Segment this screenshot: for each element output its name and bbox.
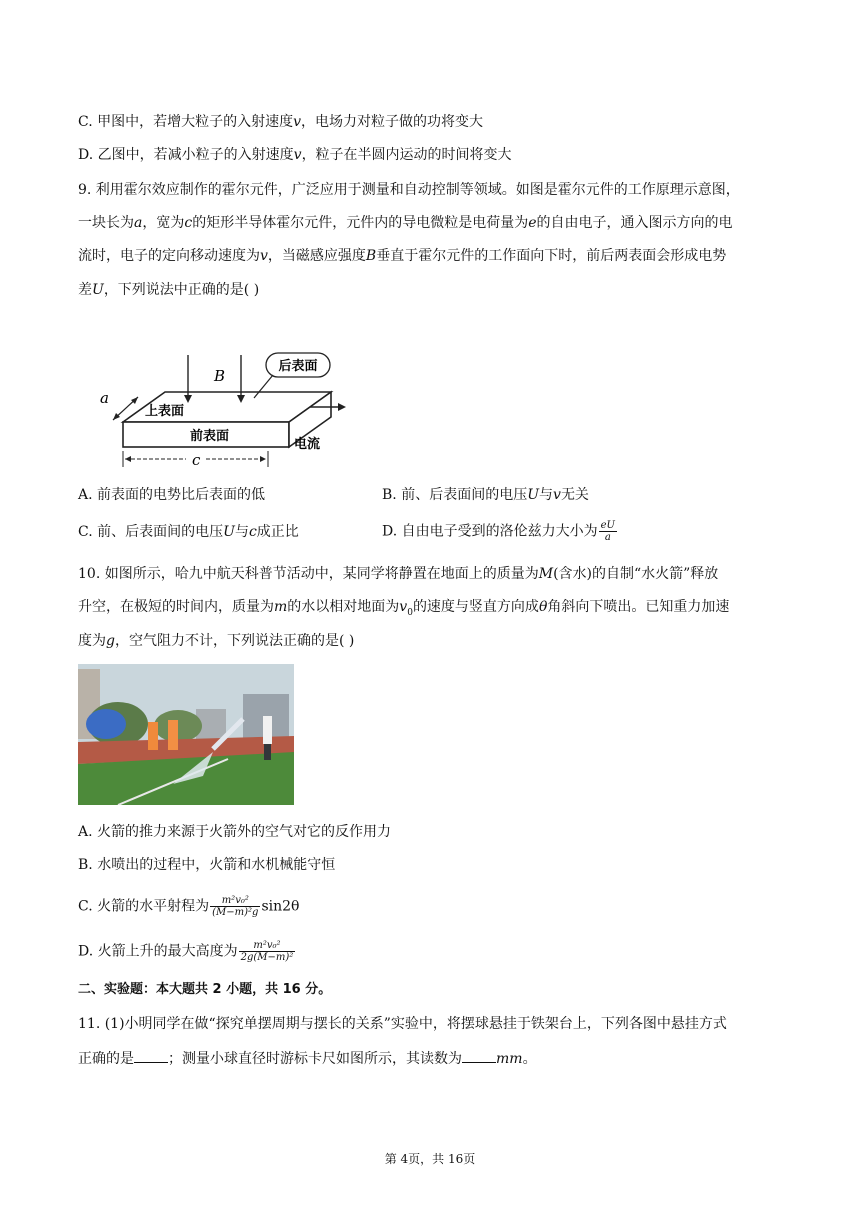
fraction: $\frac{eU}{a}$ (600, 520, 615, 543)
q9-stem-line4: 差U，下列说法中正确的是( ) (78, 282, 260, 298)
width-a-label: a (100, 389, 109, 407)
q10-stem-line1: 10. 如图所示，哈九中航天科普节活动中，某同学将静置在地面上的质量为M(含水)的自制“水火箭”释放 (78, 566, 719, 582)
q9-option-a: A. 前表面的电势比后表面的低 (78, 487, 266, 503)
front-surface-label: 前表面 (190, 429, 230, 444)
hall-element-figure (78, 345, 348, 475)
section-heading: 二、实验题：本大题共 2 小题，共 16 分。 (78, 982, 332, 997)
q10-option-a: A. 火箭的推力来源于火箭外的空气对它的反作用力 (78, 824, 392, 840)
q11-line2: 正确的是 ；测量小球直径时游标卡尺如图所示，其读数为 mm。 (78, 1048, 537, 1069)
water-rocket-photo (78, 664, 294, 805)
q8-option-c: C. 甲图中，若增大粒子的入射速度v，电场力对粒子做的功将变大 (78, 114, 484, 130)
fraction: $\frac{\text{m²v₀²}}{\text{(M−m)²g}}$ (212, 895, 259, 918)
q11-line1: 11. (1)小明同学在做“探究单摆周期与摆长的关系”实验中，将摆球悬挂于铁架台上，下列各图中悬挂方式 (78, 1016, 727, 1032)
q9-stem-line1: 9. 利用霍尔效应制作的霍尔元件，广泛应用于测量和自动控制等领域。如图是霍尔元件的工作原理示意图， (78, 182, 740, 198)
q10-stem-line2: 升空，在极短的时间内，质量为m的水以相对地面为$v_0$的速度与竖直方向成θ角斜向下喷出。已知重力加速 (78, 599, 730, 618)
length-c-label: c (192, 451, 201, 469)
q10-option-c: C. 火箭的水平射程为 $\frac{\text{m²v₀²}}{\text{(M−m)²g}}$ sin2θ (78, 895, 300, 918)
q10-option-d: D. 火箭上升的最大高度为 $\frac{\text{m²v₀²}}{\text{2g(M−m)²}}$ (78, 940, 294, 963)
answer-blank (462, 1048, 496, 1063)
top-surface-label: 上表面 (145, 404, 185, 419)
q10-stem-line3: 度为g，空气阻力不计，下列说法正确的是( ) (78, 633, 355, 649)
q8-option-d: D. 乙图中，若减小粒子的入射速度v，粒子在半圆内运动的时间将变大 (78, 147, 512, 163)
q9-option-b: B. 前、后表面间的电压U与v无关 (382, 487, 589, 503)
q9-stem-line2: 一块长为a，宽为c的矩形半导体霍尔元件，元件内的导电微粒是电荷量为e的自由电子，通入图示方向的电 (78, 215, 733, 231)
back-surface-label: 后表面 (278, 359, 318, 374)
magnetic-field-label: B (214, 367, 226, 385)
q9-option-d: D. 自由电子受到的洛伦兹力大小为 $\frac{eU}{a}$ (382, 520, 615, 543)
page-footer: 第 4页，共 16页 (384, 1152, 476, 1166)
current-label: 电流 (294, 437, 321, 452)
answer-blank (134, 1048, 168, 1063)
fraction: $\frac{\text{m²v₀²}}{\text{2g(M−m)²}}$ (240, 940, 294, 963)
q9-option-c: C. 前、后表面间的电压U与c成正比 (78, 524, 299, 540)
q10-option-b: B. 水喷出的过程中，火箭和水机械能守恒 (78, 857, 336, 873)
q9-stem-line3: 流时，电子的定向移动速度为v，当磁感应强度B垂直于霍尔元件的工作面向下时，前后两表面会形成电势 (78, 248, 727, 264)
